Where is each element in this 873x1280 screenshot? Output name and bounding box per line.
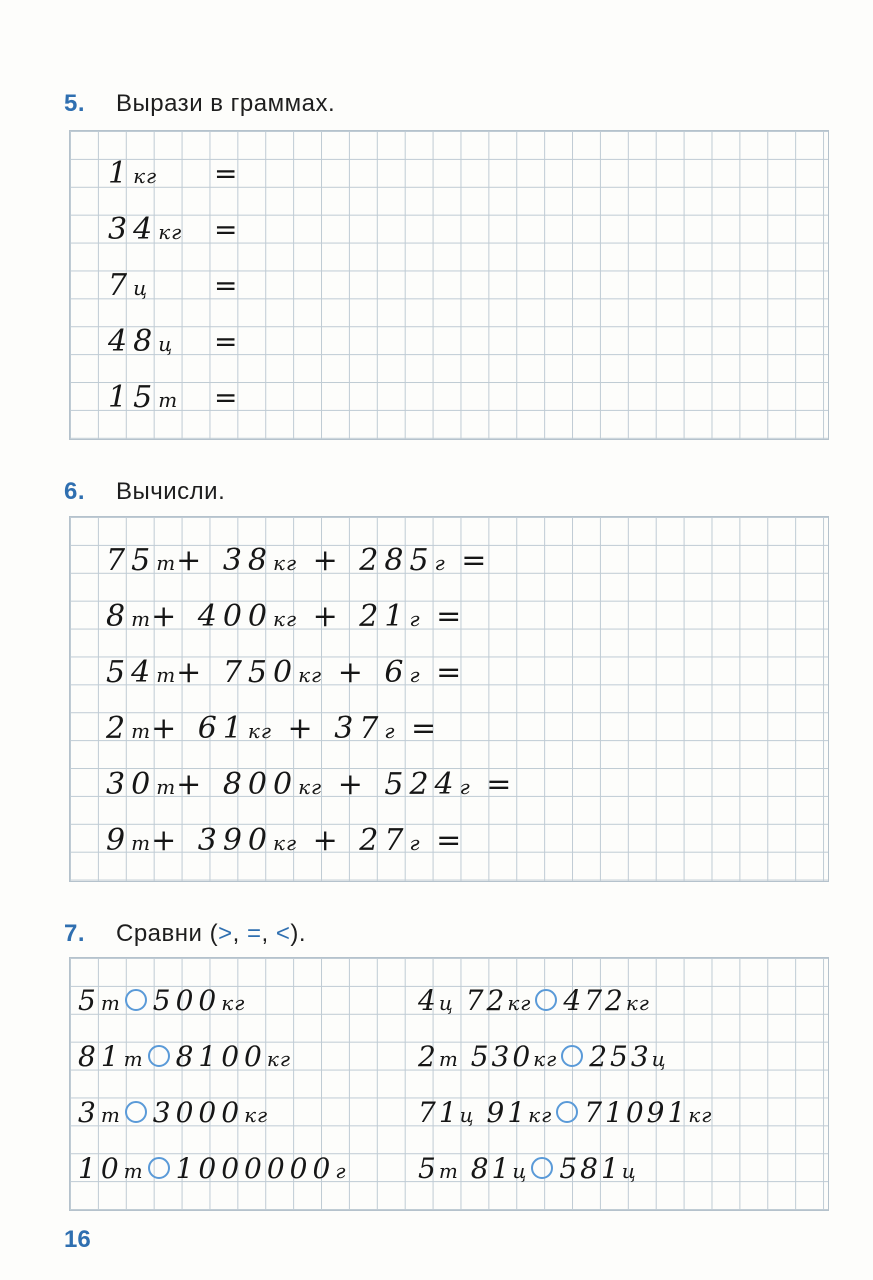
compare-right-2: 2т 530кг 253ц xyxy=(418,1040,667,1073)
task-5-number: 5. xyxy=(64,90,86,117)
equals-sign: = xyxy=(214,157,238,190)
compare-right-3: 71ц 91кг 71091кг xyxy=(418,1096,713,1129)
compare-circle[interactable] xyxy=(556,1101,578,1123)
task-6-row-5: 30т+ 800кг + 524г = xyxy=(106,767,518,802)
task-5-row-2: 34кг xyxy=(108,212,183,247)
task-7-title: Сравни (>, =, <). xyxy=(116,920,307,947)
task-6-header xyxy=(64,474,225,510)
compare-circle[interactable] xyxy=(561,1045,583,1067)
compare-left-4: 10т 1000000г xyxy=(78,1152,347,1185)
compare-circle[interactable] xyxy=(148,1157,170,1179)
equals-sign: = xyxy=(214,381,238,414)
equals-sign: = xyxy=(214,325,238,358)
task-6-number: 6. xyxy=(64,478,86,505)
equals-sign: = xyxy=(214,213,238,246)
task-5-row-1: 1кг xyxy=(108,156,158,191)
equals-sign: = xyxy=(214,269,238,302)
compare-right-4: 5т 81ц 581ц xyxy=(418,1152,637,1185)
greater-than-symbol: > xyxy=(218,920,233,947)
task-5-title: Вырази в граммах. xyxy=(116,90,336,117)
task-6-row-4: 2т+ 61кг + 37г = xyxy=(106,711,443,746)
task-5-row-5: 15т xyxy=(108,380,179,415)
task-5-header xyxy=(64,86,335,122)
compare-circle[interactable] xyxy=(148,1045,170,1067)
page-number: 16 xyxy=(64,1226,91,1253)
task-6-row-2: 8т+ 400кг + 21г = xyxy=(106,599,468,634)
task-5-row-4: 48ц xyxy=(108,324,174,359)
compare-left-3: 3т 3000кг xyxy=(78,1096,269,1129)
compare-circle[interactable] xyxy=(531,1157,553,1179)
compare-circle[interactable] xyxy=(125,1101,147,1123)
task-7-header xyxy=(64,916,306,952)
task-6-row-6: 9т+ 390кг + 27г = xyxy=(106,823,468,858)
task-6-title: Вычисли. xyxy=(116,478,226,505)
task-6-row-3: 54т+ 750кг + 6г = xyxy=(106,655,468,690)
task-5-row-3: 7ц xyxy=(108,268,149,303)
compare-left-2: 81т 8100кг xyxy=(78,1040,291,1073)
equals-symbol: = xyxy=(246,920,262,947)
compare-circle[interactable] xyxy=(535,989,557,1011)
compare-left-1: 5т 500кг xyxy=(78,984,246,1017)
compare-right-1: 4ц 72кг 472кг xyxy=(418,984,650,1017)
compare-circle[interactable] xyxy=(125,989,147,1011)
task-5-grid xyxy=(69,130,829,440)
less-than-symbol: < xyxy=(275,920,291,947)
task-7-number: 7. xyxy=(64,920,86,947)
task-6-row-1: 75т+ 38кг + 285г = xyxy=(106,543,493,578)
